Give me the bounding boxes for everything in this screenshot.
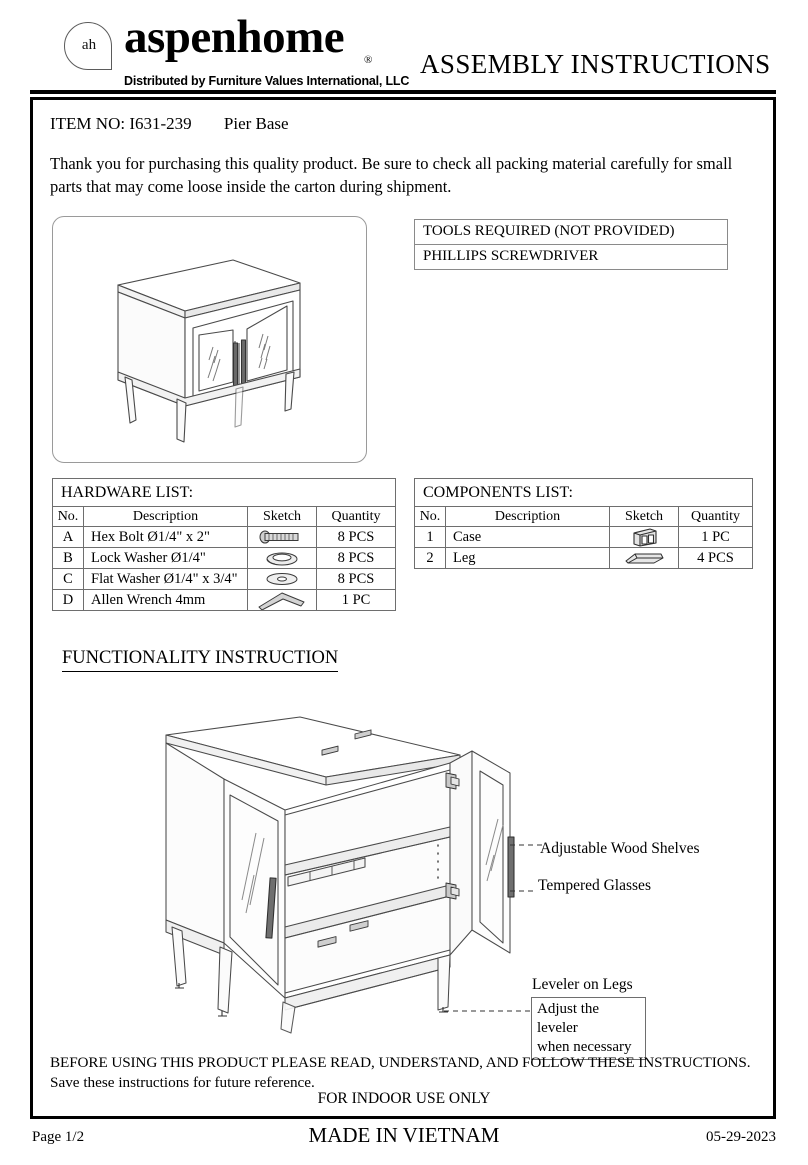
hardware-row-2-quantity: 8 PCS bbox=[317, 569, 396, 590]
table-row bbox=[53, 527, 396, 548]
components-row-1-description: Leg bbox=[446, 548, 610, 569]
table-row bbox=[415, 548, 753, 569]
components-col-description: Description bbox=[446, 507, 610, 527]
hardware-col-description: Description bbox=[84, 507, 248, 527]
hardware-row-2-description: Flat Washer Ø1/4" x 3/4" bbox=[84, 569, 248, 590]
page-number: Page 1/2 bbox=[32, 1129, 85, 1145]
intro-paragraph: Thank you for purchasing this quality product. Be sure to check all packing material carefully for small parts that may come loose inside the carton during shipment. bbox=[50, 154, 733, 197]
warning-block bbox=[50, 1053, 760, 1093]
components-row-0-description: Case bbox=[446, 527, 610, 548]
tools-required-box bbox=[414, 219, 728, 270]
callout-adjustable-wood-shelves: Adjustable Wood Shelves bbox=[540, 840, 700, 857]
components-col-quantity: Quantity bbox=[679, 507, 753, 527]
item-no-label: ITEM NO: bbox=[50, 114, 126, 133]
lock-washer-icon bbox=[248, 548, 317, 569]
pier-base-cabinet-illustration bbox=[53, 217, 366, 462]
hardware-row-0-no: A bbox=[53, 527, 84, 548]
hardware-row-0-description: Hex Bolt Ø1/4" x 2" bbox=[84, 527, 248, 548]
hardware-row-2-no: C bbox=[53, 569, 84, 590]
hardware-list-title: HARDWARE LIST: bbox=[53, 479, 396, 507]
hardware-row-0-quantity: 8 PCS bbox=[317, 527, 396, 548]
hardware-row-1-quantity: 8 PCS bbox=[317, 548, 396, 569]
allen-wrench-icon bbox=[248, 590, 317, 611]
table-row bbox=[53, 569, 396, 590]
table-row bbox=[415, 527, 753, 548]
made-in-label: MADE IN VIETNAM bbox=[308, 1123, 500, 1147]
distributor-line: Distributed by Furniture Values International, LLC bbox=[124, 74, 410, 88]
revision-date: 05-29-2023 bbox=[706, 1129, 776, 1145]
aspenhome-wordmark: aspenhome bbox=[124, 11, 345, 63]
components-list-title: COMPONENTS LIST: bbox=[415, 479, 753, 507]
components-col-sketch: Sketch bbox=[610, 507, 679, 527]
logo-badge-text: ah bbox=[81, 36, 97, 53]
callout-leveler-on-legs: Leveler on Legs bbox=[532, 976, 633, 993]
leveler-note-line-1: Adjust the leveler bbox=[537, 1001, 600, 1036]
components-row-1-quantity: 4 PCS bbox=[679, 548, 753, 569]
components-row-0-quantity: 1 PC bbox=[679, 527, 753, 548]
table-row bbox=[53, 548, 396, 569]
indoor-use-notice: FOR INDOOR USE ONLY bbox=[317, 1090, 491, 1107]
header-divider bbox=[30, 90, 776, 94]
item-number-line bbox=[50, 114, 289, 134]
tools-required-heading: TOOLS REQUIRED (NOT PROVIDED) bbox=[415, 220, 727, 245]
aspenhome-logo-badge bbox=[64, 22, 112, 70]
bolt-icon bbox=[248, 527, 317, 548]
hardware-col-quantity: Quantity bbox=[317, 507, 396, 527]
hardware-col-no: No. bbox=[53, 507, 84, 527]
registered-trademark-icon: ® bbox=[364, 54, 373, 66]
components-col-no: No. bbox=[415, 507, 446, 527]
components-list-table bbox=[414, 478, 753, 569]
components-row-0-no: 1 bbox=[415, 527, 446, 548]
hardware-col-sketch: Sketch bbox=[248, 507, 317, 527]
components-row-1-no: 2 bbox=[415, 548, 446, 569]
hardware-list-table bbox=[52, 478, 396, 611]
warning-line-2: Save these instructions for future reference. bbox=[50, 1073, 315, 1091]
hardware-row-3-description: Allen Wrench 4mm bbox=[84, 590, 248, 611]
tools-required-item: PHILLIPS SCREWDRIVER bbox=[423, 248, 599, 264]
item-number: I631-239 bbox=[129, 114, 192, 133]
leveler-note-box bbox=[531, 997, 646, 1060]
callout-tempered-glasses: Tempered Glasses bbox=[538, 877, 651, 894]
leg-icon bbox=[610, 548, 679, 569]
hardware-row-3-quantity: 1 PC bbox=[317, 590, 396, 611]
flat-washer-icon bbox=[248, 569, 317, 590]
case-icon bbox=[610, 527, 679, 548]
warning-line-1: BEFORE USING THIS PRODUCT PLEASE READ, UNDERSTAND, AND FOLLOW THESE INSTRUCTIONS. bbox=[50, 1054, 751, 1071]
table-row bbox=[53, 590, 396, 611]
functionality-instruction-title: FUNCTIONALITY INSTRUCTION bbox=[62, 648, 338, 672]
document-title: ASSEMBLY INSTRUCTIONS bbox=[420, 49, 771, 79]
item-name: Pier Base bbox=[223, 114, 289, 133]
product-illustration-box bbox=[52, 216, 367, 463]
hardware-row-1-description: Lock Washer Ø1/4" bbox=[84, 548, 248, 569]
hardware-row-3-no: D bbox=[53, 590, 84, 611]
leveler-note-line-2: when necessary bbox=[537, 1038, 632, 1055]
page-header bbox=[0, 0, 808, 92]
hardware-row-1-no: B bbox=[53, 548, 84, 569]
